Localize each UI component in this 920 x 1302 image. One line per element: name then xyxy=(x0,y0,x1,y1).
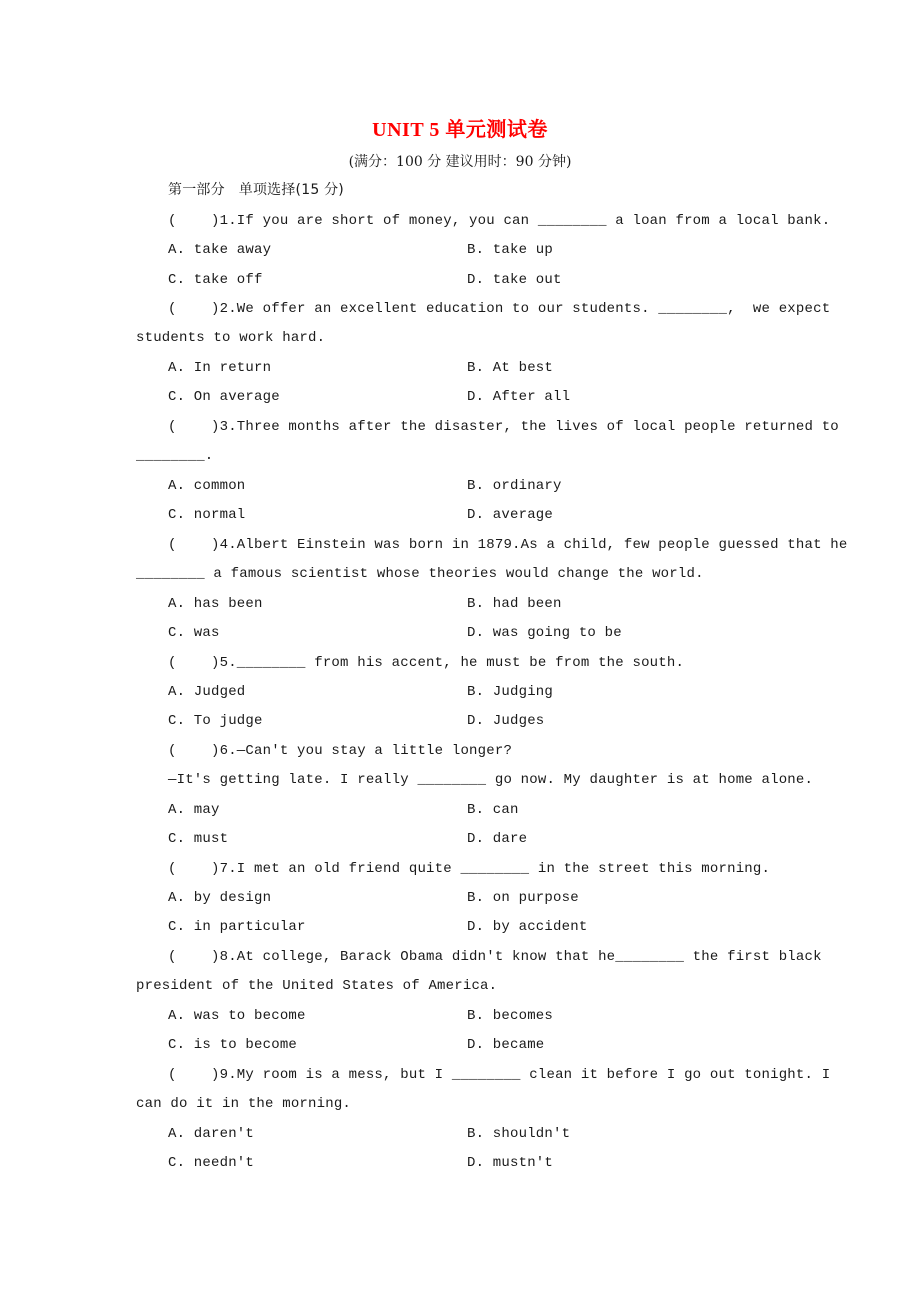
question-9-option-d: D. mustn't xyxy=(467,1155,554,1171)
answer-paren: ( ) xyxy=(168,655,220,671)
question-4-option-d: D. was going to be xyxy=(467,625,622,641)
question-6-option-a: A. may xyxy=(168,802,220,818)
question-9-option-c: C. needn't xyxy=(168,1155,255,1171)
question-3-option-a: A. common xyxy=(168,478,246,494)
question-9-option-a: A. daren't xyxy=(168,1126,255,1142)
question-7-option-d: D. by accident xyxy=(467,919,588,935)
question-7-stem xyxy=(168,860,770,878)
question-text: 2.We offer an excellent education to our students. ________, we expect xyxy=(219,301,831,317)
question-text: 5.________ from his accent, he must be from the south. xyxy=(219,655,685,671)
document-subtitle: (满分：100 分 建议用时：90 分钟) xyxy=(348,154,572,170)
question-3-option-d: D. average xyxy=(467,507,554,523)
question-4-option-b: B. had been xyxy=(467,596,562,612)
question-7-option-a: A. by design xyxy=(168,890,272,906)
question-4-option-c: C. was xyxy=(168,625,220,641)
question-1-option-c: C. take off xyxy=(168,272,263,288)
question-3-option-c: C. normal xyxy=(168,507,246,523)
question-9-stem-cont: can do it in the morning. xyxy=(136,1096,352,1112)
question-5-option-b: B. Judging xyxy=(467,684,554,700)
answer-paren: ( ) xyxy=(168,1067,220,1083)
answer-paren: ( ) xyxy=(168,419,220,435)
question-6-option-c: C. must xyxy=(168,831,229,847)
answer-paren: ( ) xyxy=(168,301,220,317)
question-1-option-b: B. take up xyxy=(467,242,554,258)
question-7-option-b: B. on purpose xyxy=(467,890,579,906)
question-1-option-a: A. take away xyxy=(168,242,272,258)
answer-paren: ( ) xyxy=(168,743,220,759)
question-5-option-d: D. Judges xyxy=(467,713,545,729)
question-text: 1.If you are short of money, you can ________ a loan from a local bank. xyxy=(219,213,831,229)
question-9-stem xyxy=(168,1066,830,1084)
answer-paren: ( ) xyxy=(168,537,220,553)
question-2-stem-cont: students to work hard. xyxy=(136,330,326,346)
question-9-option-b: B. shouldn't xyxy=(467,1126,571,1142)
question-text: 8.At college, Barack Obama didn't know that he________ the first black xyxy=(219,949,822,965)
question-text: 9.My room is a mess, but I ________ clean it before I go out tonight. I xyxy=(219,1067,831,1083)
question-text: 4.Albert Einstein was born in 1879.As a child, few people guessed that he xyxy=(219,537,848,553)
question-8-option-c: C. is to become xyxy=(168,1037,298,1053)
question-6-option-d: D. dare xyxy=(467,831,528,847)
question-text: 7.I met an old friend quite ________ in the street this morning. xyxy=(219,861,771,877)
question-4-stem xyxy=(168,536,848,554)
question-6-stem xyxy=(168,742,512,760)
question-8-option-b: B. becomes xyxy=(467,1008,554,1024)
question-2-option-b: B. At best xyxy=(467,360,554,376)
answer-paren: ( ) xyxy=(168,861,220,877)
question-1-option-d: D. take out xyxy=(467,272,562,288)
question-8-option-d: D. became xyxy=(467,1037,545,1053)
question-8-stem-cont: president of the United States of America. xyxy=(136,978,498,994)
question-2-option-c: C. On average xyxy=(168,389,280,405)
question-3-stem xyxy=(168,418,839,436)
question-5-option-c: C. To judge xyxy=(168,713,263,729)
question-2-option-d: D. After all xyxy=(467,389,571,405)
question-7-option-c: C. in particular xyxy=(168,919,306,935)
question-5-stem xyxy=(168,654,684,672)
question-2-option-a: A. In return xyxy=(168,360,272,376)
question-8-stem xyxy=(168,948,822,966)
document-title: UNIT 5 单元测试卷 xyxy=(372,119,548,141)
question-3-stem-cont: ________. xyxy=(136,448,214,464)
question-6-option-b: B. can xyxy=(467,802,519,818)
question-text: 3.Three months after the disaster, the lives of local people returned to xyxy=(219,419,839,435)
question-6-stem-cont: —It's getting late. I really ________ go now. My daughter is at home alone. xyxy=(168,772,814,788)
section-heading: 第一部分 单项选择(15 分) xyxy=(168,182,344,198)
question-8-option-a: A. was to become xyxy=(168,1008,306,1024)
question-2-stem xyxy=(168,300,830,318)
question-3-option-b: B. ordinary xyxy=(467,478,562,494)
question-text: 6.—Can't you stay a little longer? xyxy=(219,743,513,759)
question-5-option-a: A. Judged xyxy=(168,684,246,700)
question-4-option-a: A. has been xyxy=(168,596,263,612)
answer-paren: ( ) xyxy=(168,213,220,229)
question-4-stem-cont: ________ a famous scientist whose theories would change the world. xyxy=(136,566,704,582)
answer-paren: ( ) xyxy=(168,949,220,965)
question-1-stem xyxy=(168,212,830,230)
